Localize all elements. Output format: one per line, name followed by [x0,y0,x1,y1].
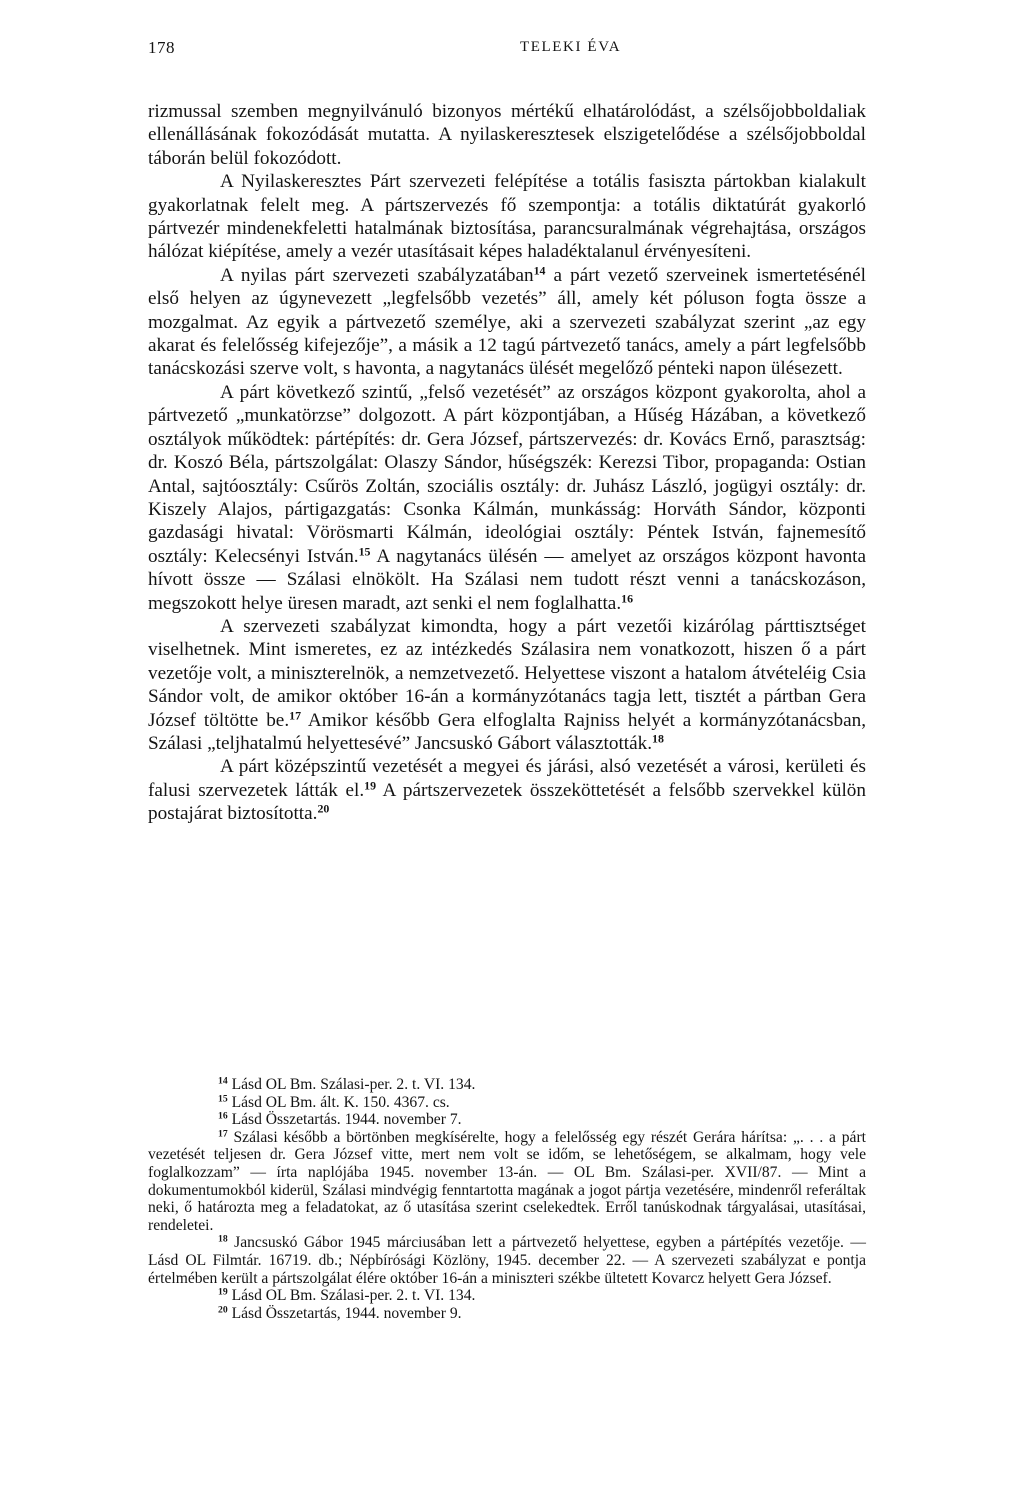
footnote-text: Lásd OL Bm. ált. K. 150. 4367. cs. [231,1093,450,1111]
footnote-ref: 20 [317,801,330,816]
paragraph-text: Amikor később Gera elfoglalta Rajniss helyét a kormányzótanácsban, Szálasi „teljhatalmú helyettesévé” Jancsuskó Gábort választották. [148,709,866,754]
paragraph-text: a párt vezető szerveinek ismertetésénél első helyen az úgynevezett „legfelsőbb vezetés” áll, amely két póluson fogta össze a mozgalmat. Az egyik a pártvezető személye, aki a szervezeti szabályzat szerint „az egy akarat és felelősség kifejezője”, a másik a 12 tagú pártvezető tanács, amely a párt legfelsőbb tanácskozási szerve volt, s havonta, a nagytanács ülését megelőző pénteki napon ülésezett. [148,264,866,380]
paragraph-text: A párt következő szintű, „felső vezetését” az országos központ gyakorolta, ahol a pártvezető „munkatörzse” dolgozott. A párt központjában, a Hűség Házában, a következő osztályok működtek: pártépítés: dr. Gera József, pártszervezés: dr. Kovács Ernő, parasztság: dr. Koszó Béla, pártszolgálat: Olaszy Sándor, hűségszék: Kerezsi Tibor, propaganda: Ostian Antal, sajtóosztály: Csűrös Zoltán, szociális osztály: dr. Juhász László, jogügyi osztály: dr. Kiszely Alajos, pártigazgatás: Csonka Kálmán, munkásság: Horváth Sándor, központi gazdasági hivatal: Vörösmarti Kálmán, ideológiai osztály: Péntek István, fajnemesítő osztály: Kelecsényi István. [148,381,866,567]
footnote-text: Jancsuskó Gábor 1945 márciusában lett a pártvezető helyettese, egyben a pártépítés vezetője. — Lásd OL Filmtár. 16719. db.; Népbírósági Közlöny, 1945. december 22. — A szervezeti szabályzat e pontja értelmében került a pártszolgálat élére október 16-án a miniszteri székbe ültetett Kovarcz helyett Gera József. [148,1234,866,1287]
footnote-number: 20 [218,1304,228,1316]
footnote-ref: 14 [533,263,546,278]
paragraph [148,755,866,825]
paragraph-text: A nyilas párt szervezeti szabályzatában [220,264,534,286]
footnote [148,1287,866,1305]
footnote [148,1076,866,1094]
paragraph-text: A párt középszintű vezetését a megyei és járási, alsó vezetését a városi, kerületi és falusi szervezetek látták el. [148,756,866,801]
paragraph-text: A pártszervezetek összeköttetését a felsőbb szervekkel külön postajárat biztosította. [148,779,866,825]
page-header [148,38,858,62]
footnote-ref: 15 [358,544,371,559]
paragraph: rizmussal szemben megnyilvánuló bizonyos mértékű elhatárolódást, a szélsőjobboldaliak ellenállásának fokozódását mutatta. A nyilaskeresztesek elszigetelődése a szélsőjobboldal táborán belül fokozódott. [148,101,866,169]
footnote-ref: 17 [289,708,302,723]
footnote-number: 14 [218,1075,228,1087]
body-text [148,100,866,826]
paragraph [148,381,866,615]
running-head: TELEKI ÉVA [520,39,622,55]
footnote [148,1111,866,1129]
footnote-text: Lásd OL Bm. Szálasi-per. 2. t. VI. 134. [231,1076,476,1093]
footnote [148,1094,866,1112]
footnote-number: 17 [218,1128,228,1140]
footnote-number: 15 [218,1093,228,1105]
footnote-ref: 16 [621,590,634,605]
paragraph-text: A szervezeti szabályzat kimondta, hogy a párt vezetői kizárólag párttisztséget viselhetnek. Mint ismeretes, ez az intézkedés Szálasira nem vonatkozott, hiszen ő a párt vezetője volt, a miniszterelnök, a nemzetvezető. Helyettese viszont a hatalom átvételéig Csia Sándor volt, de amikor október 16-án a kormányzótanács tagja lett, tisztét a pártban Gera József töltötte be. [148,615,866,731]
footnote-text: Lásd OL Bm. Szálasi-per. 2. t. VI. 134. [231,1287,476,1305]
footnotes [148,1076,866,1322]
footnote-number: 18 [218,1234,228,1246]
footnote-number: 19 [218,1286,228,1298]
footnote [148,1129,866,1235]
footnote-number: 16 [218,1110,228,1122]
paragraph [148,615,866,755]
footnote [148,1305,866,1323]
footnote [148,1234,866,1287]
paragraph [148,264,866,381]
footnote-text: Lásd Összetartás, 1944. november 9. [231,1304,462,1322]
paragraph-text: A nagytanács ülésén — amelyet az országos központ havonta hívott össze — Szálasi elnökölt. Ha Szálasi nem tudott részt venni a tanácskozáson, megszokott helye üresen maradt, azt senki el nem foglalhatta. [148,545,867,614]
footnote-text: Szálasi később a börtönben megkísérelte, hogy a felelősség egy részét Gerára hárítsa: „. . . a párt vezetését teljesen dr. Gera József vitte, mert nem volt se időm, se lehetőségem, se alkalmam, hogy vele foglalkozzam” — írta naplójába 1945. november 13-án. — OL Bm. Szálasi-per. XVII/87. — Mint a dokumentumokból kiderül, Szálasi mindvégig fenntartotta magának a jogot pártja vezetésére, mindenről referáltak neki, ő határozta meg a feladatokat, az ő utasítása szerint cselekedtek. Erről tanúskodnak tárgyalásai, utasításai, rendeletei. [148,1128,867,1234]
footnote-ref: 19 [364,778,377,793]
footnote-text: Lásd Összetartás. 1944. november 7. [231,1111,462,1129]
footnote-ref: 18 [652,731,664,746]
paragraph: A Nyilaskeresztes Párt szervezeti felépítése a totális fasiszta pártokban kialakult gyakorlatnak felelt meg. A pártszervezés fő szempontja: a totális diktatúrát gyakorló pártvezér mindenekfeletti hatalmának biztosítása, parancsuralmának végrehajtása, országos hálózat kiépítése, amely a vezér utasításait képes haladéktalanul érvényesíteni. [148,171,866,263]
page-number: 178 [148,38,175,57]
